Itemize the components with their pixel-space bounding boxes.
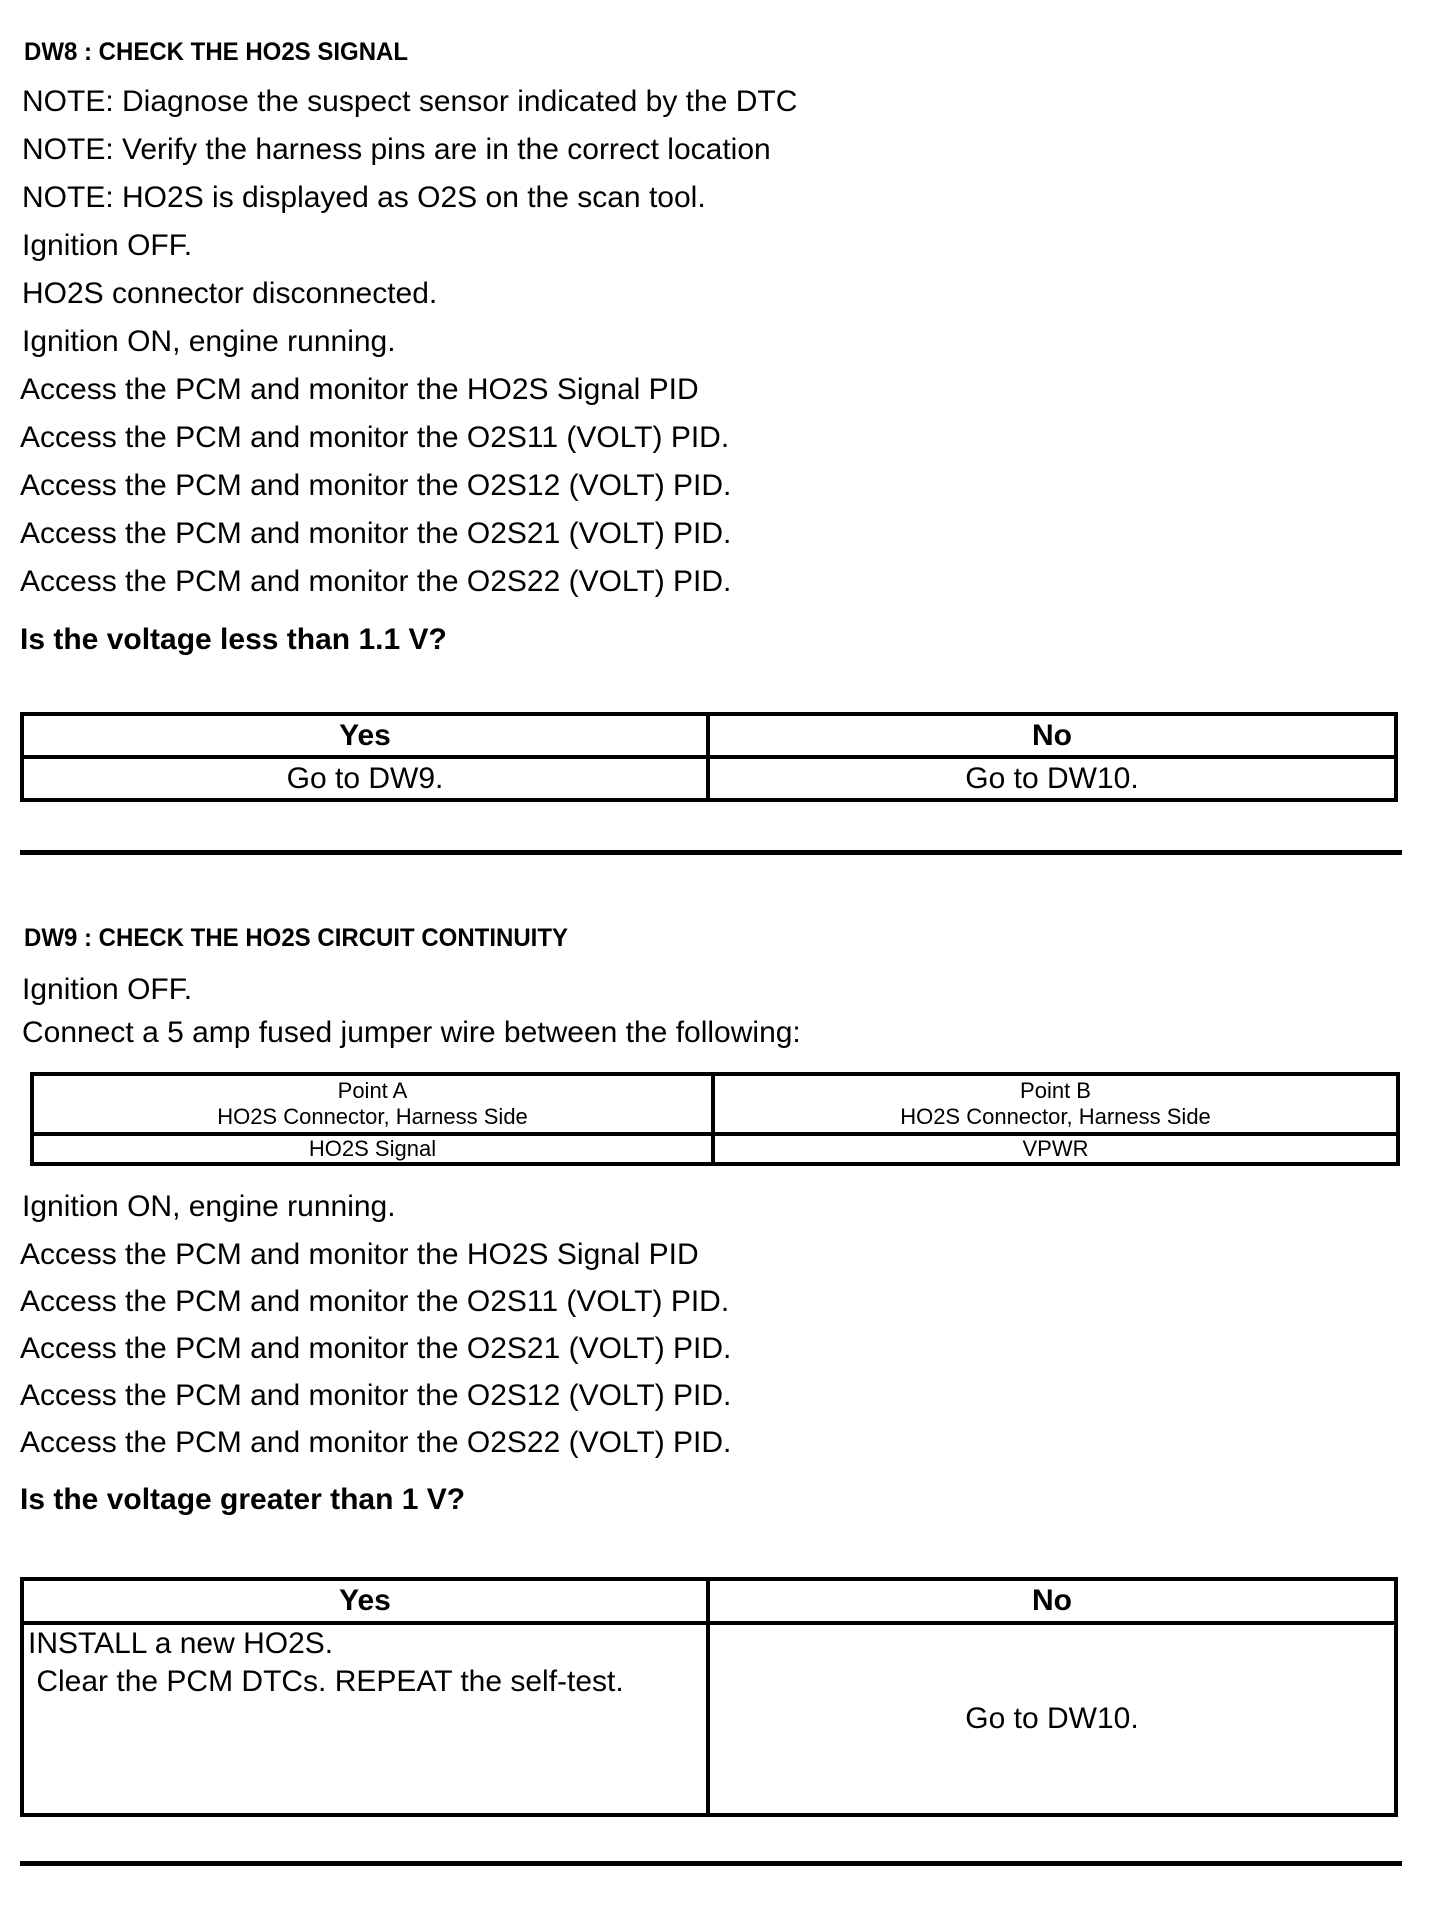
- dw8-question: Is the voltage less than 1.1 V?: [20, 623, 447, 656]
- dw9-step-monitor-o2s22: Access the PCM and monitor the O2S22 (VOLT) PID.: [20, 1426, 732, 1459]
- dw8-note-3: NOTE: HO2S is displayed as O2S on the scan tool.: [22, 181, 706, 214]
- point-a-value: HO2S Signal: [32, 1134, 713, 1164]
- dw8-note-1: NOTE: Diagnose the suspect sensor indicated by the DTC: [22, 85, 798, 118]
- dw9-step-monitor-o2s12: Access the PCM and monitor the O2S12 (VOLT) PID.: [20, 1379, 732, 1412]
- dw9-step-monitor-o2s11: Access the PCM and monitor the O2S11 (VOLT) PID.: [20, 1285, 730, 1318]
- dw8-decision-table: [20, 712, 1398, 802]
- point-a-subtitle: HO2S Connector, Harness Side: [217, 1104, 528, 1129]
- dw9-yes-action-line-2: Clear the PCM DTCs. REPEAT the self-test.: [28, 1665, 624, 1698]
- dw9-yes-action: [22, 1623, 708, 1815]
- dw9-step-monitor-signal: Access the PCM and monitor the HO2S Signal PID: [20, 1238, 699, 1271]
- dw9-yes-header: Yes: [22, 1579, 708, 1623]
- point-b-value: VPWR: [713, 1134, 1398, 1164]
- dw9-heading: DW9 : CHECK THE HO2S CIRCUIT CONTINUITY: [24, 924, 569, 952]
- dw9-no-action: Go to DW10.: [708, 1623, 1396, 1815]
- dw9-question: Is the voltage greater than 1 V?: [20, 1483, 466, 1516]
- dw9-points-table: [30, 1072, 1400, 1166]
- dw8-note-2: NOTE: Verify the harness pins are in the correct location: [22, 133, 771, 166]
- dw8-step-monitor-o2s21: Access the PCM and monitor the O2S21 (VOLT) PID.: [20, 517, 732, 550]
- point-a-header: [32, 1074, 713, 1134]
- point-b-header: [713, 1074, 1398, 1134]
- dw9-step-monitor-o2s21: Access the PCM and monitor the O2S21 (VOLT) PID.: [20, 1332, 732, 1365]
- dw8-yes-header: Yes: [22, 714, 708, 757]
- dw8-step-ignition-on: Ignition ON, engine running.: [22, 325, 396, 358]
- dw8-step-ignition-off: Ignition OFF.: [22, 229, 193, 262]
- section-divider-1: [20, 850, 1402, 855]
- dw8-no-header: No: [708, 714, 1396, 757]
- dw9-decision-table: [20, 1577, 1398, 1817]
- dw9-step-connect-jumper: Connect a 5 amp fused jumper wire between the following:: [22, 1016, 801, 1049]
- dw8-heading: DW8 : CHECK THE HO2S SIGNAL: [24, 38, 409, 66]
- section-divider-2: [20, 1861, 1402, 1866]
- dw9-yes-action-line-1: INSTALL a new HO2S.: [28, 1627, 334, 1660]
- dw9-step-ignition-on: Ignition ON, engine running.: [22, 1190, 396, 1223]
- dw8-step-monitor-signal: Access the PCM and monitor the HO2S Signal PID: [20, 373, 699, 406]
- dw8-no-action: Go to DW10.: [708, 757, 1396, 800]
- dw8-step-monitor-o2s11: Access the PCM and monitor the O2S11 (VOLT) PID.: [20, 421, 730, 454]
- dw9-step-ignition-off: Ignition OFF.: [22, 973, 193, 1006]
- dw8-step-monitor-o2s22: Access the PCM and monitor the O2S22 (VOLT) PID.: [20, 565, 732, 598]
- dw8-step-monitor-o2s12: Access the PCM and monitor the O2S12 (VOLT) PID.: [20, 469, 732, 502]
- dw8-yes-action: Go to DW9.: [22, 757, 708, 800]
- point-b-title: Point B: [1020, 1078, 1091, 1103]
- dw9-no-header: No: [708, 1579, 1396, 1623]
- dw8-step-connector: HO2S connector disconnected.: [22, 277, 438, 310]
- point-a-title: Point A: [337, 1078, 408, 1103]
- point-b-subtitle: HO2S Connector, Harness Side: [900, 1104, 1211, 1129]
